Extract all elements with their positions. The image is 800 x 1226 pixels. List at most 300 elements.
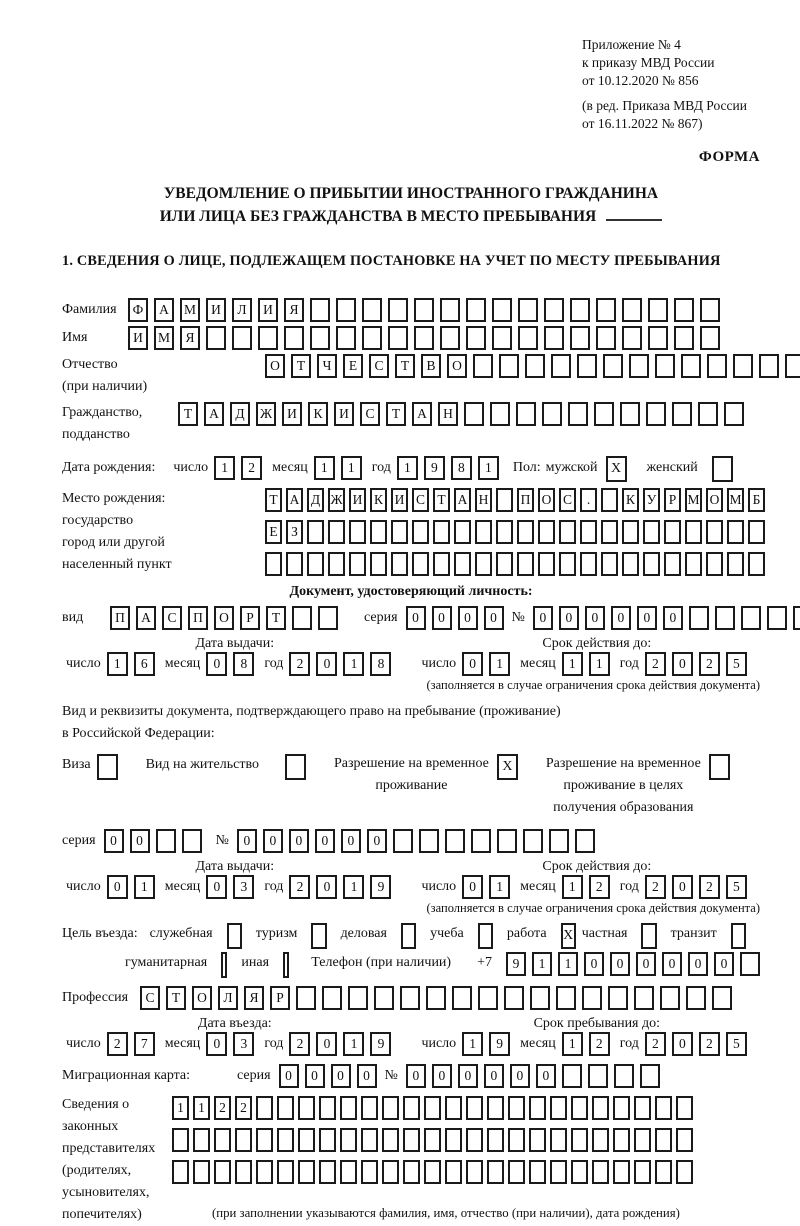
char-cell[interactable]: О bbox=[538, 488, 555, 512]
char-cell[interactable]: С bbox=[140, 986, 160, 1010]
char-cell[interactable] bbox=[660, 986, 680, 1010]
char-cell[interactable]: С bbox=[162, 606, 182, 630]
char-cell[interactable] bbox=[740, 952, 760, 976]
female-checkbox[interactable] bbox=[712, 456, 733, 482]
char-cell[interactable] bbox=[588, 1064, 608, 1088]
char-cell[interactable] bbox=[655, 1096, 672, 1120]
char-cell[interactable]: А bbox=[454, 488, 471, 512]
char-cell[interactable]: И bbox=[334, 402, 354, 426]
char-cell[interactable] bbox=[727, 520, 744, 544]
char-cell[interactable]: 1 bbox=[462, 1032, 483, 1056]
char-cell[interactable] bbox=[629, 354, 649, 378]
char-cell[interactable]: 8 bbox=[233, 652, 254, 676]
char-cell[interactable]: 0 bbox=[289, 829, 309, 853]
char-cell[interactable] bbox=[214, 1128, 231, 1152]
char-cell[interactable] bbox=[370, 552, 387, 576]
char-cell[interactable] bbox=[508, 1160, 525, 1184]
char-cell[interactable] bbox=[492, 326, 512, 350]
char-cell[interactable]: Н bbox=[475, 488, 492, 512]
place-of-birth-cells-row3[interactable] bbox=[265, 552, 765, 576]
char-cell[interactable] bbox=[496, 520, 513, 544]
char-cell[interactable]: 0 bbox=[536, 1064, 556, 1088]
char-cell[interactable] bbox=[348, 986, 368, 1010]
char-cell[interactable] bbox=[634, 986, 654, 1010]
char-cell[interactable] bbox=[655, 354, 675, 378]
char-cell[interactable] bbox=[307, 552, 324, 576]
char-cell[interactable] bbox=[648, 298, 668, 322]
given-name-cells[interactable] bbox=[128, 326, 720, 350]
char-cell[interactable]: Т bbox=[433, 488, 450, 512]
char-cell[interactable]: 1 bbox=[343, 652, 364, 676]
char-cell[interactable]: В bbox=[421, 354, 441, 378]
birth-day-cells[interactable] bbox=[214, 456, 262, 480]
char-cell[interactable] bbox=[499, 354, 519, 378]
char-cell[interactable]: 0 bbox=[432, 1064, 452, 1088]
char-cell[interactable] bbox=[613, 1096, 630, 1120]
char-cell[interactable] bbox=[685, 520, 702, 544]
char-cell[interactable] bbox=[601, 552, 618, 576]
char-cell[interactable]: 2 bbox=[289, 875, 310, 899]
char-cell[interactable] bbox=[592, 1128, 609, 1152]
char-cell[interactable] bbox=[466, 1160, 483, 1184]
doc-number-cells[interactable] bbox=[533, 606, 800, 630]
char-cell[interactable]: 8 bbox=[370, 652, 391, 676]
char-cell[interactable] bbox=[785, 354, 800, 378]
char-cell[interactable]: У bbox=[643, 488, 660, 512]
char-cell[interactable] bbox=[403, 1096, 420, 1120]
char-cell[interactable]: Т bbox=[178, 402, 198, 426]
char-cell[interactable]: Б bbox=[748, 488, 765, 512]
char-cell[interactable]: С bbox=[559, 488, 576, 512]
char-cell[interactable]: 0 bbox=[585, 606, 605, 630]
char-cell[interactable] bbox=[296, 986, 316, 1010]
char-cell[interactable] bbox=[676, 1128, 693, 1152]
char-cell[interactable]: 0 bbox=[315, 829, 335, 853]
char-cell[interactable] bbox=[445, 1160, 462, 1184]
char-cell[interactable]: А bbox=[412, 402, 432, 426]
char-cell[interactable]: 9 bbox=[424, 456, 445, 480]
char-cell[interactable]: 0 bbox=[610, 952, 630, 976]
char-cell[interactable] bbox=[620, 402, 640, 426]
char-cell[interactable]: 0 bbox=[237, 829, 257, 853]
char-cell[interactable]: И bbox=[282, 402, 302, 426]
purpose-tourism-checkbox[interactable] bbox=[311, 923, 326, 949]
char-cell[interactable] bbox=[340, 1128, 357, 1152]
char-cell[interactable] bbox=[655, 1128, 672, 1152]
char-cell[interactable]: И bbox=[258, 298, 278, 322]
birth-year-cells[interactable] bbox=[397, 456, 499, 480]
char-cell[interactable]: 0 bbox=[462, 875, 483, 899]
char-cell[interactable] bbox=[440, 326, 460, 350]
char-cell[interactable] bbox=[235, 1128, 252, 1152]
char-cell[interactable] bbox=[487, 1096, 504, 1120]
char-cell[interactable] bbox=[466, 326, 486, 350]
char-cell[interactable] bbox=[529, 1096, 546, 1120]
char-cell[interactable]: 9 bbox=[370, 875, 391, 899]
char-cell[interactable] bbox=[193, 1160, 210, 1184]
purpose-transit-checkbox[interactable] bbox=[731, 923, 746, 949]
patronymic-cells[interactable] bbox=[265, 354, 800, 378]
char-cell[interactable] bbox=[681, 354, 701, 378]
char-cell[interactable]: 1 bbox=[562, 1032, 583, 1056]
char-cell[interactable]: О bbox=[192, 986, 212, 1010]
char-cell[interactable] bbox=[556, 986, 576, 1010]
char-cell[interactable] bbox=[727, 552, 744, 576]
char-cell[interactable] bbox=[622, 326, 642, 350]
char-cell[interactable] bbox=[562, 1064, 582, 1088]
char-cell[interactable] bbox=[643, 520, 660, 544]
char-cell[interactable] bbox=[388, 326, 408, 350]
char-cell[interactable] bbox=[672, 402, 692, 426]
temp-residence-checkbox[interactable]: X bbox=[497, 754, 518, 780]
char-cell[interactable]: 1 bbox=[562, 652, 583, 676]
char-cell[interactable]: 0 bbox=[206, 1032, 227, 1056]
char-cell[interactable]: 0 bbox=[533, 606, 553, 630]
char-cell[interactable] bbox=[570, 326, 590, 350]
char-cell[interactable] bbox=[445, 1128, 462, 1152]
char-cell[interactable] bbox=[433, 552, 450, 576]
char-cell[interactable]: Л bbox=[218, 986, 238, 1010]
char-cell[interactable] bbox=[172, 1128, 189, 1152]
char-cell[interactable]: 0 bbox=[462, 652, 483, 676]
char-cell[interactable]: Л bbox=[232, 298, 252, 322]
char-cell[interactable] bbox=[473, 354, 493, 378]
char-cell[interactable] bbox=[310, 298, 330, 322]
char-cell[interactable] bbox=[689, 606, 709, 630]
char-cell[interactable]: 0 bbox=[714, 952, 734, 976]
char-cell[interactable] bbox=[793, 606, 800, 630]
char-cell[interactable] bbox=[382, 1128, 399, 1152]
char-cell[interactable] bbox=[544, 298, 564, 322]
char-cell[interactable]: 1 bbox=[478, 456, 499, 480]
char-cell[interactable]: 2 bbox=[589, 1032, 610, 1056]
migration-number-cells[interactable] bbox=[406, 1064, 660, 1088]
profession-cells[interactable] bbox=[140, 986, 732, 1010]
char-cell[interactable] bbox=[592, 1096, 609, 1120]
char-cell[interactable]: 0 bbox=[331, 1064, 351, 1088]
char-cell[interactable] bbox=[496, 552, 513, 576]
char-cell[interactable] bbox=[664, 552, 681, 576]
char-cell[interactable] bbox=[307, 520, 324, 544]
char-cell[interactable] bbox=[414, 298, 434, 322]
char-cell[interactable] bbox=[328, 520, 345, 544]
char-cell[interactable] bbox=[440, 298, 460, 322]
char-cell[interactable] bbox=[648, 326, 668, 350]
residence-permit-checkbox[interactable] bbox=[285, 754, 306, 780]
char-cell[interactable] bbox=[640, 1064, 660, 1088]
char-cell[interactable] bbox=[475, 552, 492, 576]
entry-year-cells[interactable] bbox=[289, 1032, 391, 1056]
char-cell[interactable] bbox=[608, 986, 628, 1010]
char-cell[interactable] bbox=[613, 1128, 630, 1152]
char-cell[interactable] bbox=[349, 552, 366, 576]
char-cell[interactable] bbox=[393, 829, 413, 853]
char-cell[interactable]: Е bbox=[343, 354, 363, 378]
char-cell[interactable]: 2 bbox=[645, 652, 666, 676]
char-cell[interactable]: 0 bbox=[672, 875, 693, 899]
char-cell[interactable] bbox=[706, 552, 723, 576]
char-cell[interactable] bbox=[733, 354, 753, 378]
char-cell[interactable] bbox=[523, 829, 543, 853]
char-cell[interactable]: О bbox=[447, 354, 467, 378]
char-cell[interactable] bbox=[322, 986, 342, 1010]
char-cell[interactable]: 1 bbox=[341, 456, 362, 480]
char-cell[interactable] bbox=[490, 402, 510, 426]
char-cell[interactable] bbox=[361, 1160, 378, 1184]
char-cell[interactable] bbox=[698, 402, 718, 426]
char-cell[interactable]: 0 bbox=[406, 606, 426, 630]
char-cell[interactable]: 0 bbox=[316, 875, 337, 899]
char-cell[interactable] bbox=[258, 326, 278, 350]
purpose-work-checkbox[interactable]: X bbox=[561, 923, 576, 949]
char-cell[interactable]: 9 bbox=[489, 1032, 510, 1056]
char-cell[interactable]: 0 bbox=[672, 1032, 693, 1056]
char-cell[interactable]: Т bbox=[266, 606, 286, 630]
char-cell[interactable] bbox=[517, 552, 534, 576]
temp-residence-edu-checkbox[interactable] bbox=[709, 754, 730, 780]
residence-until-year-cells[interactable] bbox=[645, 875, 747, 899]
char-cell[interactable]: С bbox=[412, 488, 429, 512]
char-cell[interactable] bbox=[424, 1096, 441, 1120]
entry-day-cells[interactable] bbox=[107, 1032, 155, 1056]
char-cell[interactable] bbox=[232, 326, 252, 350]
char-cell[interactable] bbox=[382, 1160, 399, 1184]
char-cell[interactable] bbox=[601, 488, 618, 512]
char-cell[interactable] bbox=[374, 986, 394, 1010]
char-cell[interactable] bbox=[518, 298, 538, 322]
char-cell[interactable]: П bbox=[110, 606, 130, 630]
char-cell[interactable] bbox=[298, 1096, 315, 1120]
char-cell[interactable]: 2 bbox=[289, 652, 310, 676]
char-cell[interactable] bbox=[676, 1160, 693, 1184]
char-cell[interactable] bbox=[596, 326, 616, 350]
char-cell[interactable] bbox=[517, 520, 534, 544]
char-cell[interactable] bbox=[256, 1160, 273, 1184]
char-cell[interactable]: 1 bbox=[489, 652, 510, 676]
char-cell[interactable]: 0 bbox=[584, 952, 604, 976]
char-cell[interactable] bbox=[214, 1160, 231, 1184]
char-cell[interactable]: Т bbox=[291, 354, 311, 378]
male-checkbox[interactable]: X bbox=[606, 456, 627, 482]
representatives-cells-row1[interactable] bbox=[172, 1096, 693, 1120]
char-cell[interactable]: 7 bbox=[134, 1032, 155, 1056]
char-cell[interactable] bbox=[328, 552, 345, 576]
char-cell[interactable] bbox=[370, 520, 387, 544]
char-cell[interactable]: Т bbox=[395, 354, 415, 378]
char-cell[interactable] bbox=[336, 298, 356, 322]
char-cell[interactable] bbox=[622, 520, 639, 544]
purpose-humanitarian-checkbox[interactable] bbox=[221, 952, 227, 978]
identity-issue-year-cells[interactable] bbox=[289, 652, 391, 676]
char-cell[interactable]: Я bbox=[244, 986, 264, 1010]
char-cell[interactable] bbox=[643, 552, 660, 576]
char-cell[interactable] bbox=[319, 1096, 336, 1120]
char-cell[interactable]: Я bbox=[284, 298, 304, 322]
char-cell[interactable]: 0 bbox=[316, 1032, 337, 1056]
char-cell[interactable]: О bbox=[265, 354, 285, 378]
char-cell[interactable]: Е bbox=[265, 520, 282, 544]
char-cell[interactable]: И bbox=[391, 488, 408, 512]
char-cell[interactable] bbox=[298, 1160, 315, 1184]
char-cell[interactable]: 2 bbox=[241, 456, 262, 480]
char-cell[interactable] bbox=[706, 520, 723, 544]
phone-cells[interactable] bbox=[506, 952, 760, 976]
char-cell[interactable]: 0 bbox=[637, 606, 657, 630]
char-cell[interactable]: 2 bbox=[235, 1096, 252, 1120]
char-cell[interactable]: 1 bbox=[193, 1096, 210, 1120]
purpose-other-checkbox[interactable] bbox=[283, 952, 289, 978]
char-cell[interactable] bbox=[445, 829, 465, 853]
char-cell[interactable] bbox=[592, 1160, 609, 1184]
char-cell[interactable]: 2 bbox=[645, 1032, 666, 1056]
char-cell[interactable] bbox=[594, 402, 614, 426]
char-cell[interactable] bbox=[256, 1128, 273, 1152]
char-cell[interactable] bbox=[580, 520, 597, 544]
migration-series-cells[interactable] bbox=[279, 1064, 377, 1088]
char-cell[interactable] bbox=[674, 326, 694, 350]
char-cell[interactable] bbox=[542, 402, 562, 426]
char-cell[interactable]: 1 bbox=[107, 652, 128, 676]
char-cell[interactable]: 0 bbox=[305, 1064, 325, 1088]
char-cell[interactable] bbox=[550, 1160, 567, 1184]
char-cell[interactable] bbox=[403, 1160, 420, 1184]
representatives-cells-row3[interactable] bbox=[172, 1160, 693, 1184]
char-cell[interactable] bbox=[508, 1096, 525, 1120]
char-cell[interactable] bbox=[445, 1096, 462, 1120]
char-cell[interactable]: 3 bbox=[233, 875, 254, 899]
char-cell[interactable]: 0 bbox=[206, 652, 227, 676]
char-cell[interactable] bbox=[414, 326, 434, 350]
char-cell[interactable]: Т bbox=[166, 986, 186, 1010]
char-cell[interactable] bbox=[707, 354, 727, 378]
char-cell[interactable]: Ч bbox=[317, 354, 337, 378]
char-cell[interactable]: 0 bbox=[663, 606, 683, 630]
char-cell[interactable]: С bbox=[360, 402, 380, 426]
char-cell[interactable] bbox=[492, 298, 512, 322]
char-cell[interactable]: 5 bbox=[726, 652, 747, 676]
char-cell[interactable] bbox=[193, 1128, 210, 1152]
char-cell[interactable]: И bbox=[206, 298, 226, 322]
char-cell[interactable] bbox=[403, 1128, 420, 1152]
visa-checkbox[interactable] bbox=[97, 754, 118, 780]
char-cell[interactable]: П bbox=[188, 606, 208, 630]
place-of-birth-cells-row1[interactable] bbox=[265, 488, 765, 512]
char-cell[interactable] bbox=[340, 1160, 357, 1184]
char-cell[interactable]: 2 bbox=[645, 875, 666, 899]
char-cell[interactable] bbox=[664, 520, 681, 544]
doc-kind-cells[interactable] bbox=[110, 606, 338, 630]
char-cell[interactable] bbox=[382, 1096, 399, 1120]
char-cell[interactable] bbox=[286, 552, 303, 576]
char-cell[interactable]: 0 bbox=[130, 829, 150, 853]
char-cell[interactable]: 0 bbox=[484, 606, 504, 630]
char-cell[interactable] bbox=[496, 488, 513, 512]
char-cell[interactable]: 0 bbox=[688, 952, 708, 976]
char-cell[interactable] bbox=[426, 986, 446, 1010]
char-cell[interactable] bbox=[504, 986, 524, 1010]
char-cell[interactable] bbox=[685, 552, 702, 576]
char-cell[interactable] bbox=[570, 298, 590, 322]
char-cell[interactable]: М bbox=[154, 326, 174, 350]
char-cell[interactable]: 0 bbox=[357, 1064, 377, 1088]
residence-series-cells[interactable] bbox=[104, 829, 202, 853]
char-cell[interactable] bbox=[182, 829, 202, 853]
char-cell[interactable]: И bbox=[349, 488, 366, 512]
char-cell[interactable] bbox=[580, 552, 597, 576]
char-cell[interactable] bbox=[550, 1128, 567, 1152]
char-cell[interactable] bbox=[454, 520, 471, 544]
char-cell[interactable]: 1 bbox=[172, 1096, 189, 1120]
char-cell[interactable] bbox=[156, 829, 176, 853]
char-cell[interactable] bbox=[362, 298, 382, 322]
char-cell[interactable]: М bbox=[727, 488, 744, 512]
char-cell[interactable]: 1 bbox=[343, 1032, 364, 1056]
char-cell[interactable]: 0 bbox=[279, 1064, 299, 1088]
char-cell[interactable] bbox=[544, 326, 564, 350]
char-cell[interactable] bbox=[516, 402, 536, 426]
char-cell[interactable] bbox=[759, 354, 779, 378]
char-cell[interactable]: З bbox=[286, 520, 303, 544]
char-cell[interactable] bbox=[466, 298, 486, 322]
char-cell[interactable]: 0 bbox=[104, 829, 124, 853]
stay-until-year-cells[interactable] bbox=[645, 1032, 747, 1056]
char-cell[interactable]: Я bbox=[180, 326, 200, 350]
char-cell[interactable]: П bbox=[517, 488, 534, 512]
char-cell[interactable] bbox=[568, 402, 588, 426]
char-cell[interactable]: А bbox=[154, 298, 174, 322]
char-cell[interactable] bbox=[497, 829, 517, 853]
char-cell[interactable] bbox=[424, 1160, 441, 1184]
char-cell[interactable]: 1 bbox=[589, 652, 610, 676]
char-cell[interactable]: 0 bbox=[341, 829, 361, 853]
char-cell[interactable] bbox=[391, 520, 408, 544]
char-cell[interactable]: 3 bbox=[233, 1032, 254, 1056]
char-cell[interactable]: Р bbox=[270, 986, 290, 1010]
char-cell[interactable]: О bbox=[214, 606, 234, 630]
char-cell[interactable] bbox=[292, 606, 312, 630]
char-cell[interactable] bbox=[674, 298, 694, 322]
char-cell[interactable] bbox=[603, 354, 623, 378]
char-cell[interactable] bbox=[412, 520, 429, 544]
char-cell[interactable]: И bbox=[128, 326, 148, 350]
char-cell[interactable]: 0 bbox=[206, 875, 227, 899]
char-cell[interactable] bbox=[391, 552, 408, 576]
char-cell[interactable]: 1 bbox=[343, 875, 364, 899]
char-cell[interactable] bbox=[700, 298, 720, 322]
citizenship-cells[interactable] bbox=[178, 402, 744, 426]
char-cell[interactable]: Т bbox=[265, 488, 282, 512]
char-cell[interactable]: 2 bbox=[699, 1032, 720, 1056]
char-cell[interactable] bbox=[577, 354, 597, 378]
char-cell[interactable] bbox=[464, 402, 484, 426]
char-cell[interactable] bbox=[525, 354, 545, 378]
char-cell[interactable] bbox=[277, 1128, 294, 1152]
char-cell[interactable]: К bbox=[622, 488, 639, 512]
char-cell[interactable] bbox=[712, 986, 732, 1010]
char-cell[interactable]: 1 bbox=[562, 875, 583, 899]
place-of-birth-cells-row2[interactable] bbox=[265, 520, 765, 544]
char-cell[interactable] bbox=[551, 354, 571, 378]
char-cell[interactable] bbox=[622, 298, 642, 322]
purpose-official-checkbox[interactable] bbox=[227, 923, 242, 949]
char-cell[interactable] bbox=[613, 1160, 630, 1184]
char-cell[interactable] bbox=[277, 1096, 294, 1120]
char-cell[interactable] bbox=[748, 552, 765, 576]
identity-until-month-cells[interactable] bbox=[562, 652, 610, 676]
char-cell[interactable]: 1 bbox=[489, 875, 510, 899]
char-cell[interactable] bbox=[538, 520, 555, 544]
char-cell[interactable] bbox=[298, 1128, 315, 1152]
